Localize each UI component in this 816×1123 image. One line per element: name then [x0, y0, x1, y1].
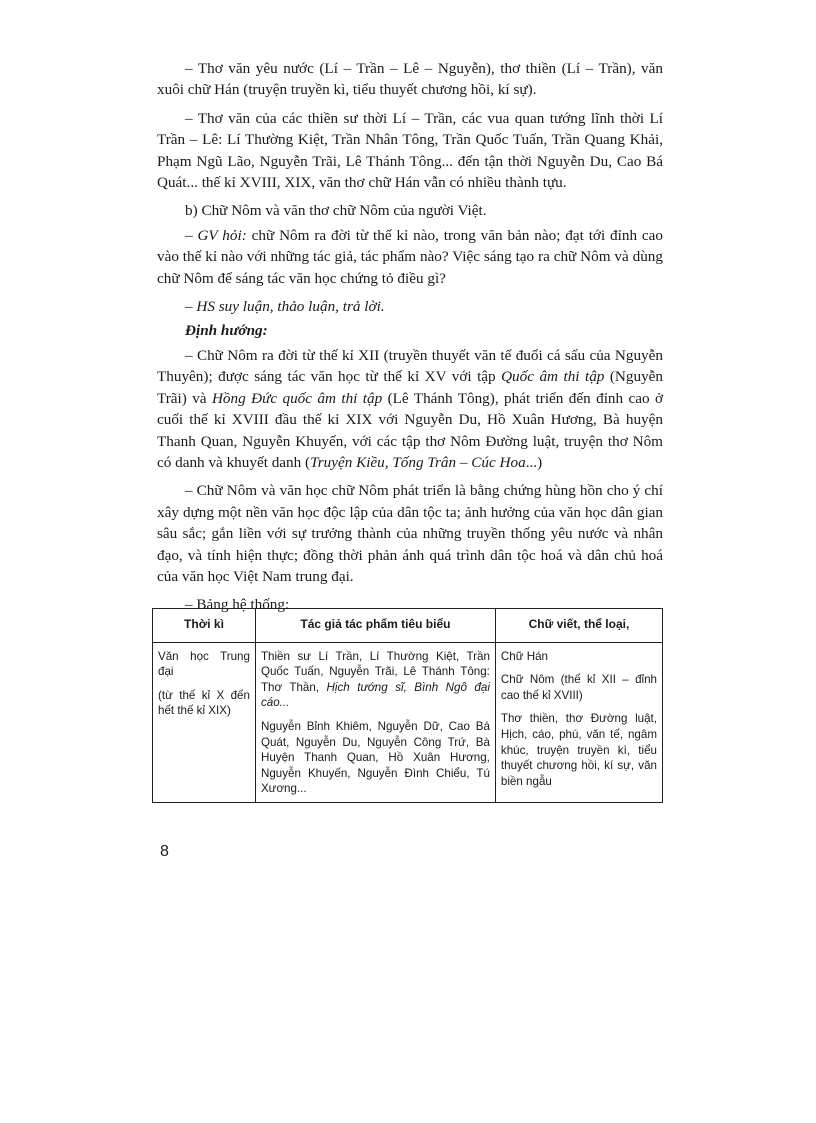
- paragraph-patriotic-poetry: – Thơ văn yêu nước (Lí – Trần – Lê – Nguyễn), thơ thiền (Lí – Trần), văn xuôi chữ Hán (truyện truyền kì, tiểu thuyết chương hồi, kí sự).: [157, 60, 663, 99]
- authors-group-1-names: Thiền sư Lí Trần, Lí Thường Kiệt, Trần Quốc Tuấn, Nguyễn Trãi, Lê Thánh Tông: Thơ Thần,: [260, 649, 490, 694]
- cell-script-genre: [495, 642, 662, 802]
- nom-history-part-3: (Lê Thánh Tông), phát triển đến đỉnh cao ở cuối thế kỉ XVIII đầu thế kỉ XIX với Nguyễn Du, Hồ Xuân Hương, Bà huyện Thanh Quan, Nguyễn Khuyến, với các tập thơ Nôm Đường luật, truyện thơ Nôm có danh và khuyết danh (: [157, 389, 664, 471]
- paragraph-nom-history: [157, 345, 663, 473]
- body-text: [157, 58, 663, 623]
- paragraph-teacher-question: [157, 225, 663, 289]
- period-range: (từ thế kỉ X đến hết thế kỉ XIX): [158, 688, 250, 718]
- genres-list: Thơ thiền, thơ Đường luật, Hịch, cáo, phú, văn tế, ngâm khúc, truyện truyền kì, tiểu thuyết chương hồi, kí sự, văn biền ngẫu: [500, 712, 657, 788]
- header-authors-works: Tác giả tác phẩm tiêu biểu: [255, 609, 495, 643]
- work-title-kieu: Truyện Kiều, Tống Trân – Cúc Hoa: [310, 453, 526, 471]
- page-number: 8: [160, 843, 169, 860]
- teacher-question-text: chữ Nôm ra đời từ thế kỉ nào, trong văn bản nào; đạt tới đỉnh cao vào thế kỉ nào với những tác giả, tác phẩm nào? Việc sáng tạo ra chữ Nôm và dùng chữ Nôm để sáng tác văn học chứng tỏ điều gì?: [157, 226, 664, 287]
- paragraph-table-intro: – Bảng hệ thống:: [185, 596, 290, 614]
- nom-history-part-4: ...): [525, 453, 543, 471]
- table-header-row: [153, 609, 663, 643]
- paragraph-nom-significance: – Chữ Nôm và văn học chữ Nôm phát triển là bằng chứng hùng hồn cho ý chí xây dựng một nền văn học độc lập của dân tộc ta; ảnh hưởng của văn học dân gian sâu sắc; gắn liền với sự trưởng thành của những truyền thống yêu nước và nhân đạo, và tính hiện thực; đồng thời phản ánh quá trình dân tộc hoá và dân chủ hoá của văn học Việt Nam trung đại.: [157, 482, 663, 585]
- script-nom: Chữ Nôm (thế kỉ XII – đỉnh cao thế kỉ XVIII): [500, 673, 657, 702]
- paragraph-student-task: – HS suy luận, thảo luận, trả lời.: [185, 298, 385, 316]
- authors-group-1-works: Hịch tướng sĩ, Bình Ngô đại cáo...: [260, 680, 490, 710]
- cell-authors-works: [255, 642, 495, 802]
- work-title-quoc-am: Quốc âm thi tập: [501, 368, 605, 386]
- header-script-genre: Chữ viết, thể loại,: [495, 609, 662, 643]
- nom-history-part-1: – Chữ Nôm ra đời từ thế kỉ XII (truyền thuyết văn tế đuổi cá sấu của Nguyễn Thuyên); được sáng tác văn học từ thế kỉ XV với tập: [157, 346, 663, 386]
- period-name: Văn học Trung đại: [158, 649, 250, 679]
- work-title-hong-duc: Hồng Đức quốc âm thi tập: [211, 389, 383, 407]
- header-period: Thời kì: [153, 609, 256, 643]
- authors-group-1: [261, 649, 490, 711]
- paragraph-zen-masters: – Thơ văn của các thiền sư thời Lí – Trần, các vua quan tướng lĩnh thời Lí Trần – Lê: Lí Thường Kiệt, Trần Nhân Tông, Trần Quốc Tuấn, Trần Quang Khải, Phạm Ngũ Lão, Nguyễn Trãi, Lê Thánh Tông... đến tận thời Nguyễn Du, Cao Bá Quát... thế kỉ XVIII, XIX, văn thơ chữ Hán vẫn có nhiều thành tựu.: [157, 109, 663, 192]
- orientation-heading: Định hướng:: [185, 322, 268, 340]
- table-row: [153, 642, 663, 802]
- section-heading-nom: b) Chữ Nôm và văn thơ chữ Nôm của người Việt.: [185, 202, 487, 220]
- teacher-question-label: – GV hỏi:: [185, 226, 247, 244]
- nom-history-part-2: (Nguyễn Trãi) và: [157, 368, 663, 407]
- system-table: [152, 608, 663, 803]
- authors-group-2: Nguyễn Bỉnh Khiêm, Nguyễn Dữ, Cao Bá Quát, Nguyễn Du, Nguyễn Công Trứ, Bà Huyện Thanh Quan, Hồ Xuân Hương, Nguyễn Khuyến, Nguyễn Đình Chiểu, Tú Xương...: [260, 719, 490, 796]
- script-han: Chữ Hán: [500, 649, 548, 663]
- cell-period: [153, 642, 256, 802]
